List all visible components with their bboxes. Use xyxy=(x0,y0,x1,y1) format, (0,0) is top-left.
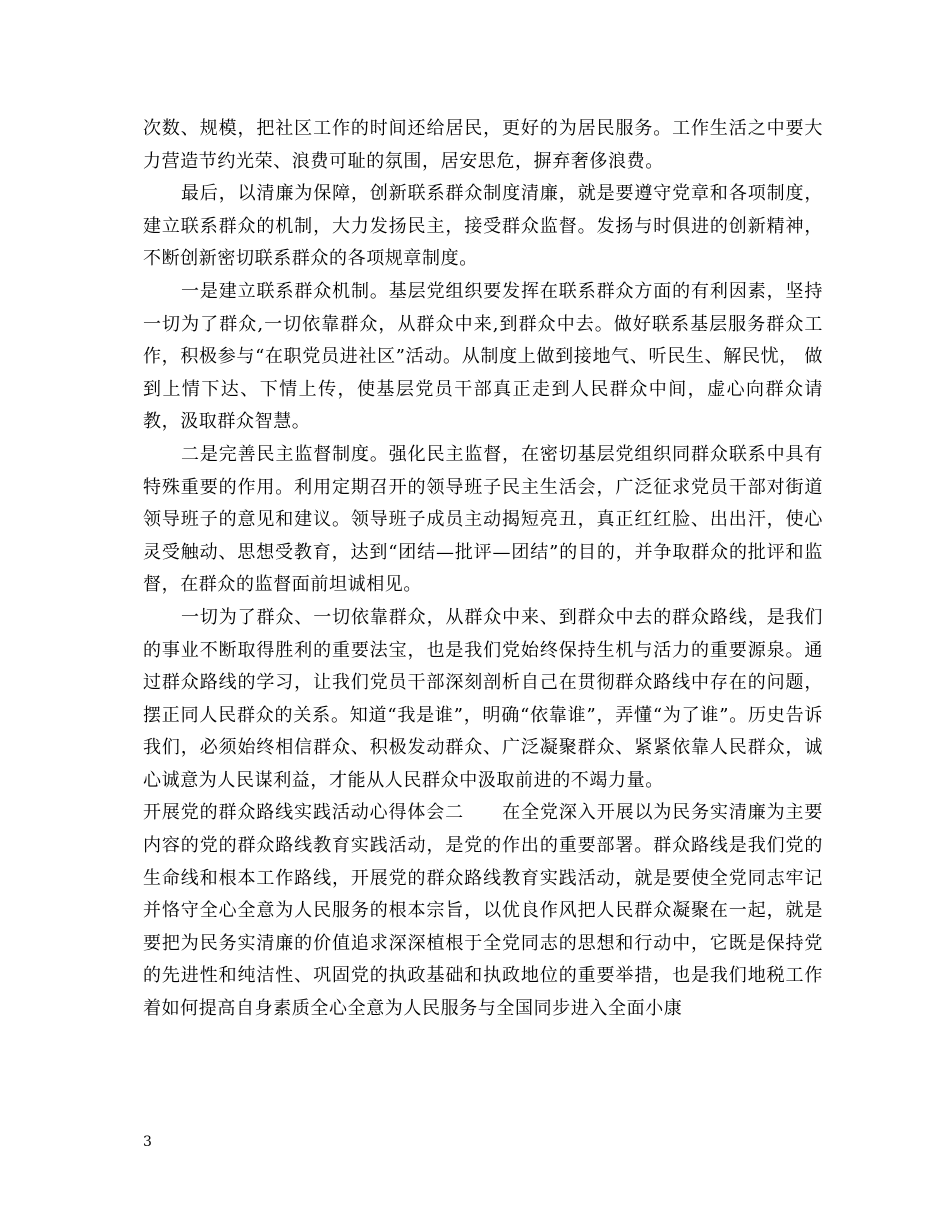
paragraph-continuation: 次数、规模，把社区工作的时间还给居民，更好的为居民服务。工作生活之中要大力营造节约光荣、浪费可耻的氛围，居安思危，摒弃奢侈浪费。 xyxy=(143,118,823,172)
paragraph-contact-mechanism: 一是建立联系群众机制。基层党组织要发挥在联系群众方面的有利因素，坚持一切为了群众,一切依靠群众，从群众中来,到群众中去。做好联系基层服务群众工作，积极参与“在职党员进社区”活动。从制度上做到接地气、听民生、解民忧， 做到上情下达、下情上传，使基层党员干部真正走到人民群众中间，虚心向群众请教，汲取群众智慧。 xyxy=(143,280,823,433)
section-title: 开展党的群众路线实践活动心得体会二 xyxy=(143,802,464,824)
document-body xyxy=(143,113,823,1026)
page-number: 3 xyxy=(143,1134,152,1150)
paragraph-section-two xyxy=(143,797,823,1025)
paragraph-democratic-supervision: 二是完善民主监督制度。强化民主监督，在密切基层党组织同群众联系中具有特殊重要的作用。利用定期召开的领导班子民主生活会，广泛征求党员干部对街道领导班子的意见和建议。领导班子成员主动揭短亮丑，真正红红脸、出出汗，使心灵受触动、思想受教育，达到“团结—批评—团结”的目的，并争取群众的批评和监督，在群众的监督面前坦诚相见。 xyxy=(143,443,823,596)
paragraph-mass-line-summary: 一切为了群众、一切依靠群众，从群众中来、到群众中去的群众路线，是我们的事业不断取得胜利的重要法宝，也是我们党始终保持生机与活力的重要源泉。通过群众路线的学习，让我们党员干部深刻剖析自己在贯彻群众路线中存在的问题，摆正同人民群众的关系。知道“我是谁”，明确“依靠谁”，弄懂“为了谁”。历史告诉我们，必须始终相信群众、积极发动群众、广泛凝聚群众、紧紧依靠人民群众，诚心诚意为人民谋利益，才能从人民群众中汲取前进的不竭力量。 xyxy=(143,606,823,791)
paragraph-integrity-guarantee: 最后，以清廉为保障，创新联系群众制度清廉，就是要遵守党章和各项制度，建立联系群众的机制，大力发扬民主，接受群众监督。发扬与时俱进的创新精神，不断创新密切联系群众的各项规章制度。 xyxy=(143,183,823,270)
section-body: 在全党深入开展以为民务实清廉为主要内容的党的群众路线教育实践活动，是党的作出的重要部署。群众路线是我们党的生命线和根本工作路线，开展党的群众路线教育实践活动，就是要使全党同志牢记并恪守全心全意为人民服务的根本宗旨，以优良作风把人民群众凝聚在一起，就是要把为民务实清廉的价值追求深深植根于全党同志的思想和行动中，它既是保持党的先进性和纯洁性、巩固党的执政基础和执政地位的重要举措，也是我们地税工作着如何提高自身素质全心全意为人民服务与全国同步进入全面小康 xyxy=(143,802,823,1020)
